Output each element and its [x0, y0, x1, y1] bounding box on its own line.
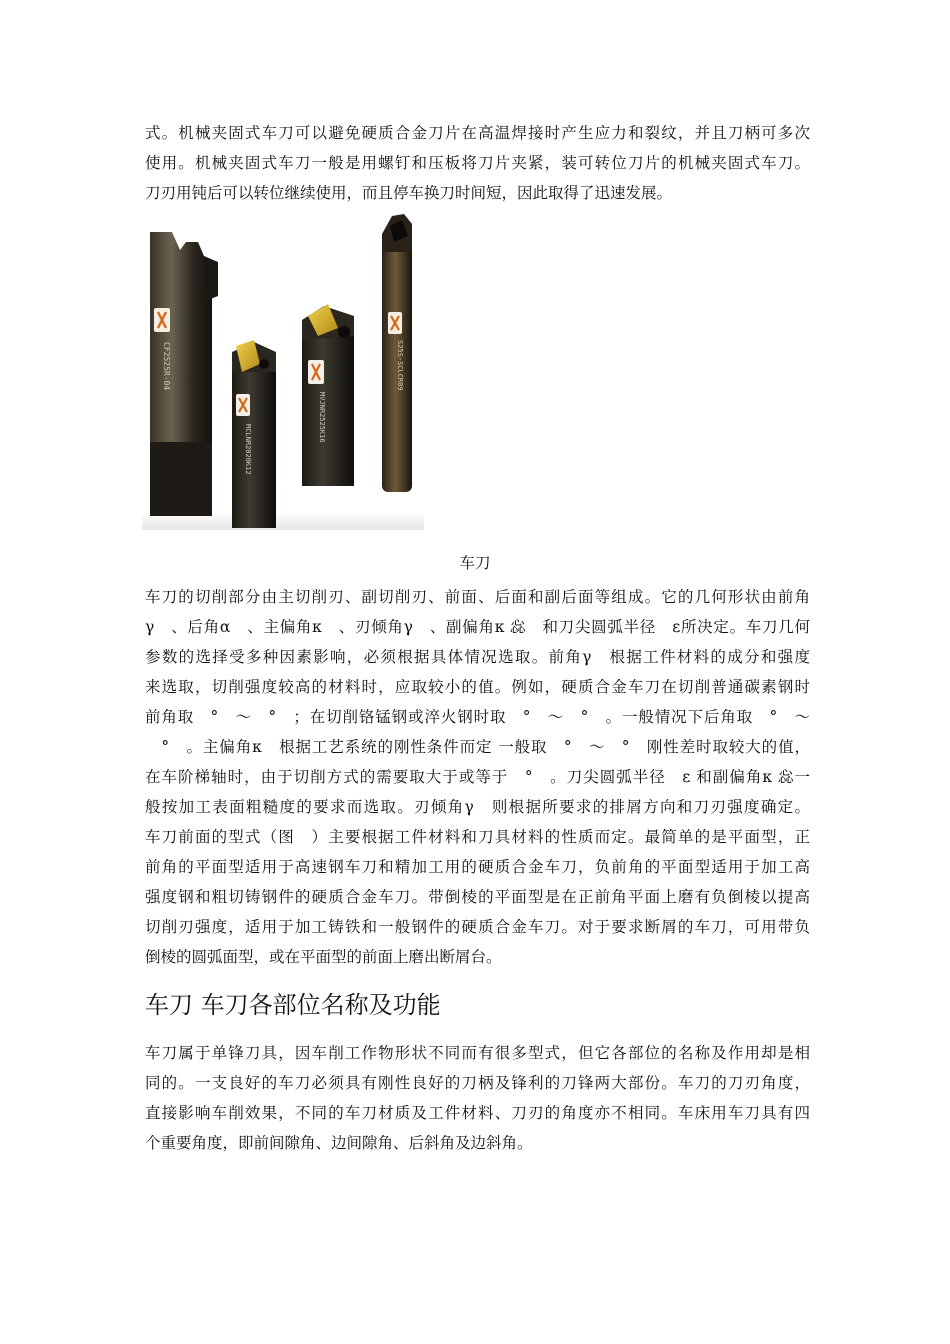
text-line: 前角取 ° ～ ° ；在切削铬锰钢或淬火钢时取 ° ～ ° 。一般情况下后角取 ° ～ — [145, 708, 810, 726]
turning-tools-photo — [142, 212, 424, 530]
tool-marking: MVJNR2525K16 — [318, 392, 326, 443]
text-line: ° 。主偏角κ 根据工艺系统的刚性条件而定 一般取 ° ～ ° 刚性差时取较大的值， — [145, 738, 810, 756]
paragraph-geometry — [145, 582, 810, 972]
text-line: 前角的平面型适用于高速钢车刀和精加工用的硬质合金车刀，负前角的平面型适用于加工高 — [145, 858, 810, 876]
turning-holder-short — [232, 340, 276, 528]
text-line: 车刀属于单锋刀具，因车削工作物形状不同而有很多型式，但它各部位的名称及作用却是相 — [145, 1044, 810, 1062]
text-line: 倒棱的圆弧面型，或在平面型的前面上磨出断屑台。 — [145, 948, 502, 966]
text-line: 参数的选择受多种因素影响，必须根据具体情况选取。前角γ 根据工件材料的成分和强度 — [145, 648, 810, 666]
tool-marking: MCLNR2020K12 — [244, 424, 252, 475]
paragraph-mechanical-clamp — [145, 118, 810, 208]
text-line: 个重要角度，即前间隙角、边间隙角、后斜角及边斜角。 — [145, 1134, 533, 1152]
text-line: γ 、后角α 、主偏角κ 、刃倾角γ 、副偏角κ 惢 和刀尖圆弧半径 ε所决定。车刀几何 — [145, 618, 810, 636]
text-line: 使用。机械夹固式车刀一般是用螺钉和压板将刀片夹紧，装可转位刀片的机械夹固式车刀。 — [145, 154, 810, 172]
paragraph-parts — [145, 1038, 810, 1158]
section-heading: 车刀 车刀各部位名称及功能 — [145, 990, 441, 1019]
text-line: 式。机械夹固式车刀可以避免硬质合金刀片在高温焊接时产生应力和裂纹，并且刀柄可多次 — [145, 124, 810, 142]
text-line: 切削刃强度，适用于加工铸铁和一般钢件的硬质合金车刀。对于要求断屑的车刀，可用带负 — [145, 918, 810, 936]
text-line: 同的。一支良好的车刀必须具有刚性良好的刀柄及锋利的刀锋两大部份。车刀的刀刃角度， — [145, 1074, 810, 1092]
text-line: 直接影响车削效果，不同的车刀材质及工件材料、刀刃的角度亦不相同。车床用车刀具有四 — [145, 1104, 810, 1122]
tool-marking: CF2525R-04 — [162, 342, 171, 391]
text-line: 在车阶梯轴时，由于切削方式的需要取大于或等于 ° 。刀尖圆弧半径 ε 和副偏角κ 惢一 — [145, 768, 810, 786]
text-line: 刀刃用钝后可以转位继续使用，而且停车换刀时间短，因此取得了迅速发展。 — [145, 184, 673, 202]
grooving-tool — [150, 232, 218, 516]
boring-bar — [382, 214, 412, 492]
text-line: 车刀前面的型式（图 ）主要根据工件材料和刀具材料的性质而定。最简单的是平面型，正 — [145, 828, 810, 846]
turning-holder-medium — [302, 304, 354, 486]
text-line: 车刀的切削部分由主切削刃、副切削刃、前面、后面和副后面等组成。它的几何形状由前角 — [145, 588, 810, 606]
figure-caption: 车刀 — [459, 554, 491, 572]
tool-marking: S25S-SCLCR09 — [396, 340, 404, 391]
text-line: 般按加工表面粗糙度的要求而选取。刃倾角γ 则根据所要求的排屑方向和刀刃强度确定。 — [145, 798, 810, 816]
text-line: 强度钢和粗切铸钢件的硬质合金车刀。带倒棱的平面型是在正前角平面上磨有负倒棱以提高 — [145, 888, 810, 906]
text-line: 来选取，切削强度较高的材料时，应取较小的值。例如，硬质合金车刀在切削普通碳素钢时 — [145, 678, 810, 696]
